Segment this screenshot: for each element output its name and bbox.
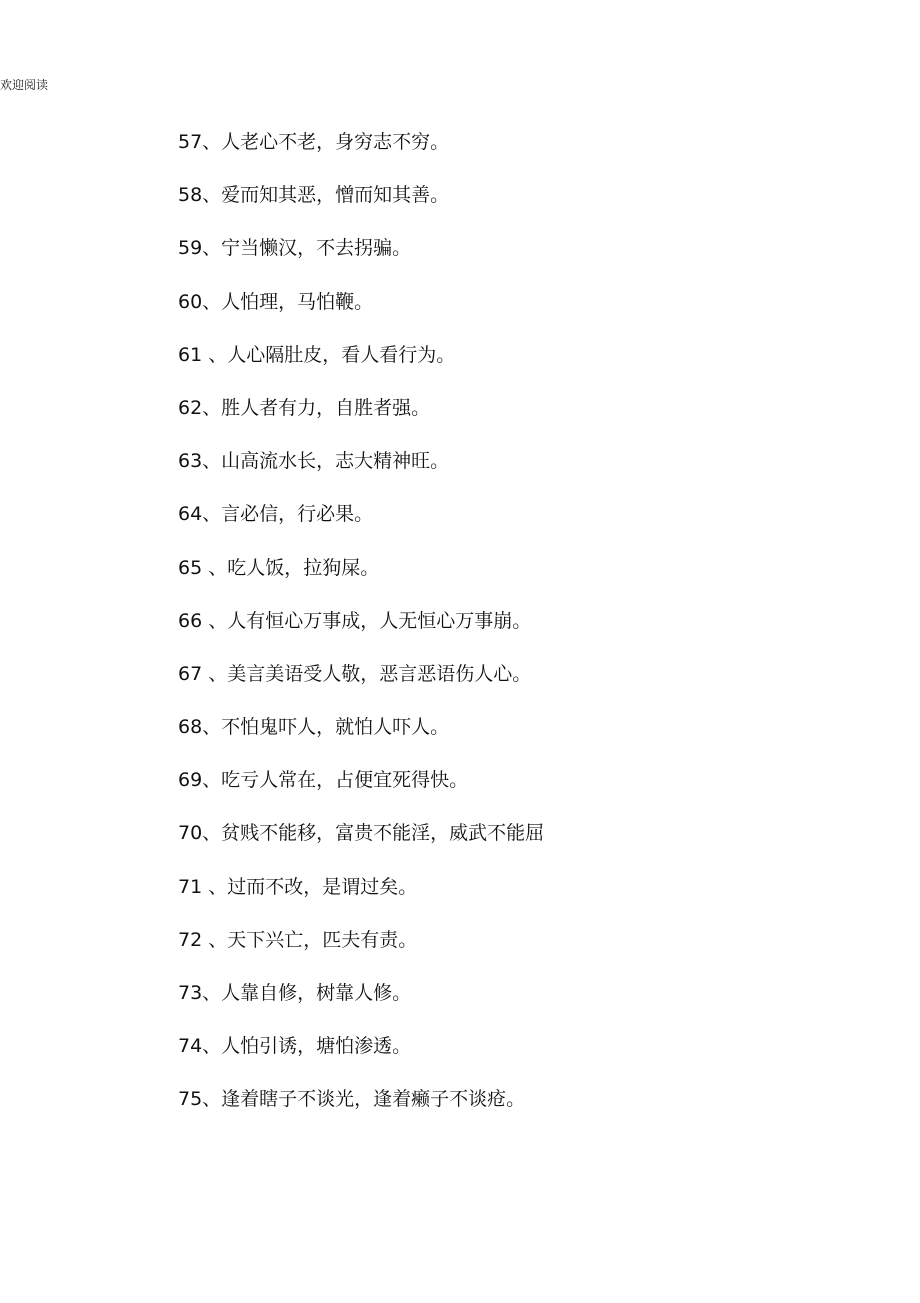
proverb-item: 69、吃亏人常在，占便宜死得快。 — [178, 769, 469, 792]
proverb-item: 59、宁当懒汉，不去拐骗。 — [178, 237, 412, 260]
proverb-item: 72 、天下兴亡，匹夫有责。 — [178, 928, 418, 951]
header-note: 欢迎阅读 — [0, 78, 49, 92]
proverb-item: 67 、美言美语受人敬，恶言恶语伤人心。 — [178, 662, 532, 685]
proverb-item: 62、胜人者有力，自胜者强。 — [178, 396, 431, 419]
proverb-item: 57、人老心不老，身穷志不穷。 — [178, 131, 450, 153]
proverb-item: 60、人怕理，马怕鞭。 — [178, 290, 374, 313]
proverb-item: 58、爱而知其恶，憎而知其善。 — [178, 184, 450, 207]
proverb-item: 70、贫贱不能移，富贵不能淫，威武不能屈 — [178, 822, 545, 845]
proverb-list — [178, 128, 544, 1139]
proverb-item: 64、言必信，行必果。 — [178, 503, 374, 526]
proverb-item: 75、逢着瞎子不谈光，逢着癞子不谈疮。 — [178, 1088, 526, 1111]
proverb-item: 71 、过而不改，是谓过矣。 — [178, 875, 418, 898]
proverb-item: 74、人怕引诱，塘怕渗透。 — [178, 1035, 412, 1058]
proverb-item: 68、不怕鬼吓人，就怕人吓人。 — [178, 716, 450, 739]
proverb-item: 73、人靠自修，树靠人修。 — [178, 982, 412, 1004]
proverb-item: 61 、人心隔肚皮，看人看行为。 — [178, 343, 456, 366]
proverb-item: 63、山高流水长，志大精神旺。 — [178, 450, 450, 473]
proverb-item: 65 、吃人饭，拉狗屎。 — [178, 556, 380, 579]
proverb-item: 66 、人有恒心万事成，人无恒心万事崩。 — [178, 609, 532, 632]
